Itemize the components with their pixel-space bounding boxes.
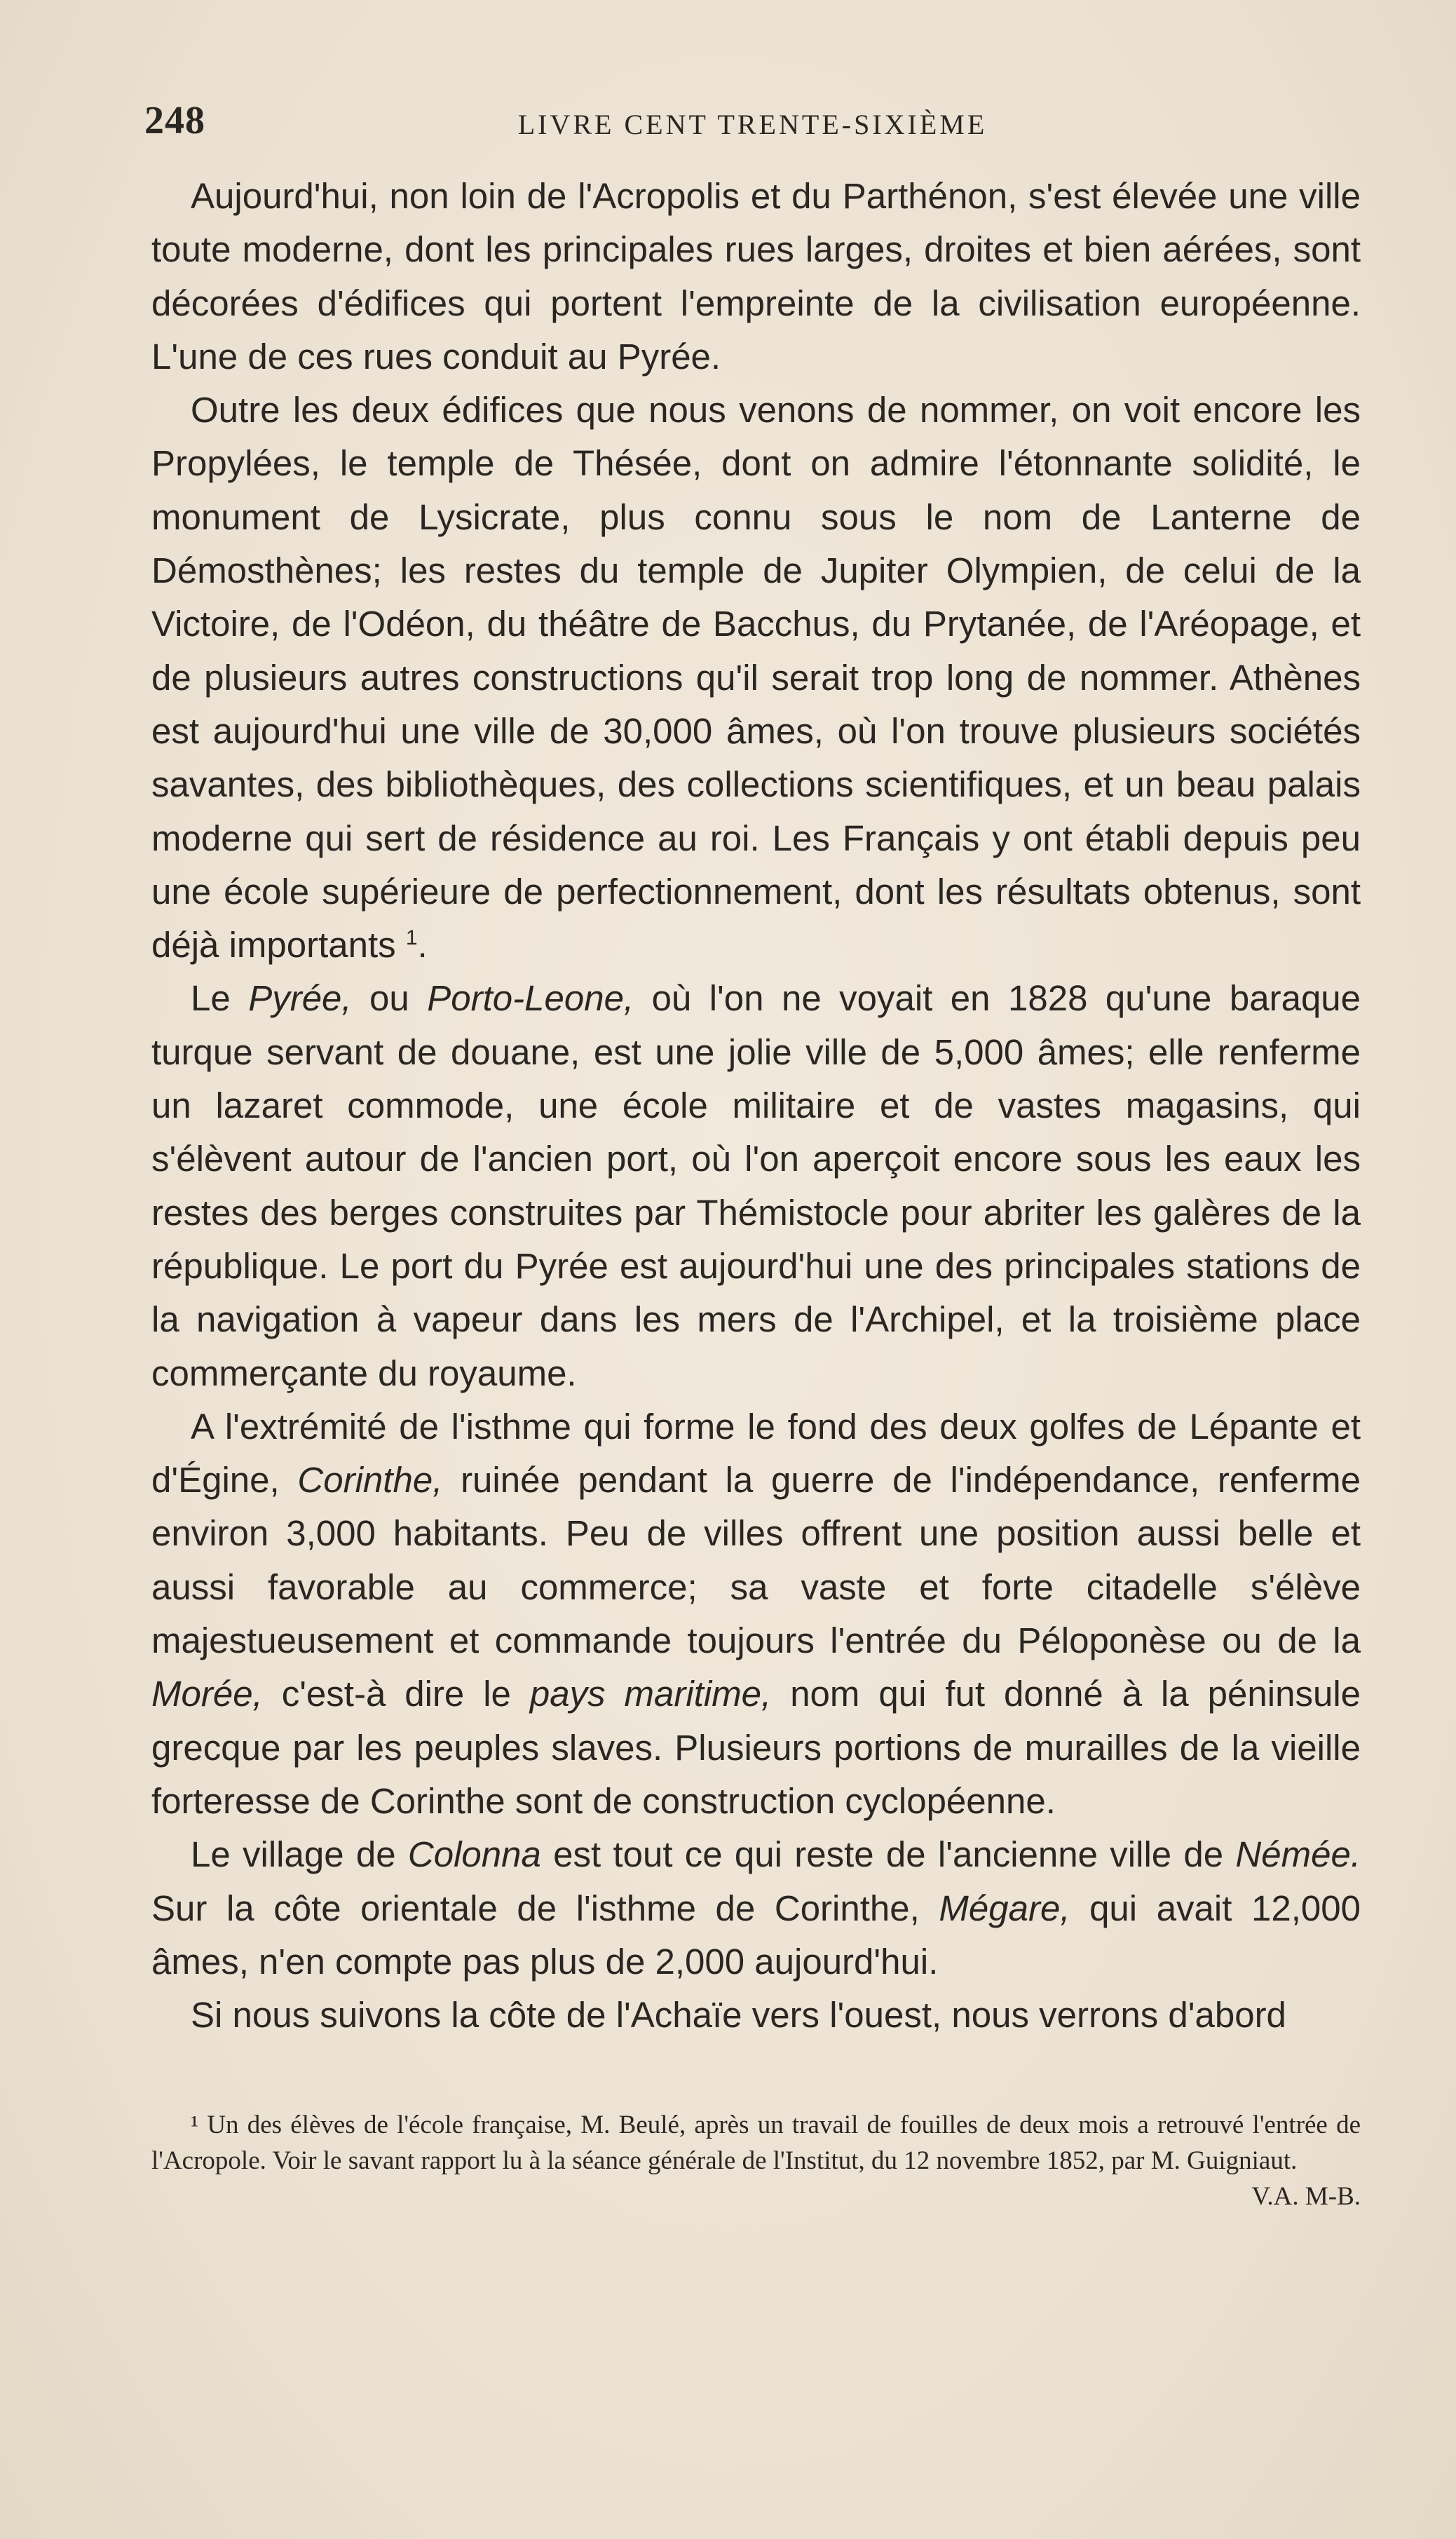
paragraph-mid: ruinée pendant la guerre de l'indépendance, renferme environ 3,000 habitants. Peu de villes offrent une position aussi belle et aussi favorable au commerce; sa vaste et forte citadelle s'élève majestueusement et commande toujours l'entrée du Péloponèse ou de la xyxy=(151,1460,1361,1661)
page-header xyxy=(144,98,1361,147)
paragraph-athens-monuments: Outre les deux édifices que nous venons de nommer, on voit encore les Propylées, le temple de Thésée, dont on admire l'étonnante solidité, le monument de Lysicrate, plus connu sous le nom de Lanterne de Démosthènes; les restes du temple de Jupiter Olympien, de celui de la Victoire, de l'Odéon, du théâtre de Bacchus, du Prytanée, de l'Aréopage, et de plusieurs autres constructions qu'il serait trop long de nommer. Athènes est aujourd'hui une ville de 30,000 âmes, où l'on trouve plusieurs sociétés savantes, des bibliothèques, des collections scientifiques, et un beau palais moderne qui sert de résidence au roi. Les Français y ont établi depuis peu une école supérieure de perfectionnement, dont les résultats obtenus, sont déjà importants $^1$. xyxy=(151,390,1361,966)
term-pays-maritime: pays maritime, xyxy=(529,1674,772,1714)
place-name-moree: Morée, xyxy=(151,1674,263,1714)
paragraph-corinthe xyxy=(151,1400,1361,1828)
place-name-nemee: Némée. xyxy=(1235,1834,1361,1875)
running-title: LIVRE CENT TRENTE-SIXIÈME xyxy=(517,109,988,140)
footnote-marker: ¹ xyxy=(191,2111,199,2139)
paragraph-rest: nom qui fut donné à la péninsule grecque par les peuples slaves. Plusieurs portions de murailles de la vieille forteresse de Corinthe sont de construction cyclopéenne. xyxy=(151,1674,1361,1821)
paragraph-mid2: c'est-à dire le xyxy=(281,1674,511,1714)
paragraph-lead: A l'extrémité de l'isthme qui forme le fond des deux golfes de Lépante et d'Égine, xyxy=(151,1406,1361,1501)
paragraph-lead: Le village de xyxy=(191,1834,396,1875)
place-name-corinthe: Corinthe, xyxy=(297,1460,443,1501)
paragraph-achaie xyxy=(151,1989,1361,2042)
paragraph-lead: Le xyxy=(191,978,231,1019)
paragraph-mid2: Sur la côte orientale de l'isthme de Corinthe, xyxy=(151,1888,920,1928)
paragraph-athens-modern xyxy=(151,170,1361,384)
footnote-text: Un des élèves de l'école française, M. Beulé, après un travail de fouilles de deux mois a retrouvé l'entrée de l'Acropole. Voir le savant rapport lu à la séance générale de l'Institut, du 12 novembre 1852, par M. Guigniaut. xyxy=(151,2111,1361,2175)
paragraph-colonna xyxy=(151,1828,1361,1989)
footnote-1 xyxy=(151,2107,1361,2211)
paragraph-pyree xyxy=(151,972,1361,1400)
place-name-porto-leone: Porto-Leone, xyxy=(427,978,634,1019)
footnote-signature: V.A. M-B. xyxy=(1251,2182,1361,2211)
footnote-reference[interactable]: 1 xyxy=(405,926,418,950)
page-number: 248 xyxy=(144,99,205,142)
paragraph-mid: est tout ce qui reste de l'ancienne ville de xyxy=(553,1834,1224,1875)
paragraph-text: Outre les deux édifices que nous venons de nommer, on voit encore les Propylées, le temple de Thésée, dont on admire l'étonnante solidité, le monument de Lysicrate, plus connu sous le nom de Lanterne de Démosthènes; les restes du temple de Jupiter Olympien, de celui de la Victoire, de l'Odéon, du théâtre de Bacchus, du Prytanée, de l'Aréopage, et de plusieurs autres constructions qu'il serait trop long de nommer. Athènes est aujourd'hui une ville de 30,000 âmes, où l'on trouve plusieurs sociétés savantes, des bibliothèques, des collections scientifiques, et un beau palais moderne qui sert de résidence au roi. Les Français y ont établi depuis peu une école supérieure de perfectionnement, dont les résultats obtenus, sont déjà importants xyxy=(151,390,1361,966)
place-name-pyree: Pyrée, xyxy=(248,978,352,1019)
paragraph-mid: ou xyxy=(369,978,409,1019)
paragraph-text: Aujourd'hui, non loin de l'Acropolis et du Parthénon, s'est élevée une ville toute moderne, dont les principales rues larges, droites et bien aérées, sont décorées d'édifices qui portent l'empreinte de la civilisation européenne. L'une de ces rues conduit au Pyrée. xyxy=(151,176,1361,377)
body-text xyxy=(151,170,1361,2042)
paragraph-text: Si nous suivons la côte de l'Achaïe vers l'ouest, nous verrons d'abord xyxy=(191,1995,1286,2036)
place-name-colonna: Colonna xyxy=(407,1834,541,1875)
paragraph-rest: qui avait 12,000 âmes, n'en compte pas plus de 2,000 aujourd'hui. xyxy=(151,1888,1361,1982)
paragraph-rest: où l'on ne voyait en 1828 qu'une baraque turque servant de douane, est une jolie ville de 5,000 âmes; elle renferme un lazaret commode, une école militaire et de vastes magasins, qui s'élèvent autour de l'ancien port, où l'on aperçoit encore sous les eaux les restes des berges construites par Thémistocle pour abriter les galères de la république. Le port du Pyrée est aujourd'hui une des principales stations de la navigation à vapeur dans les mers de l'Archipel, et la troisième place commerçante du royaume. xyxy=(151,978,1361,1393)
place-name-megare: Mégare, xyxy=(939,1888,1070,1928)
footnotes xyxy=(151,2107,1361,2214)
